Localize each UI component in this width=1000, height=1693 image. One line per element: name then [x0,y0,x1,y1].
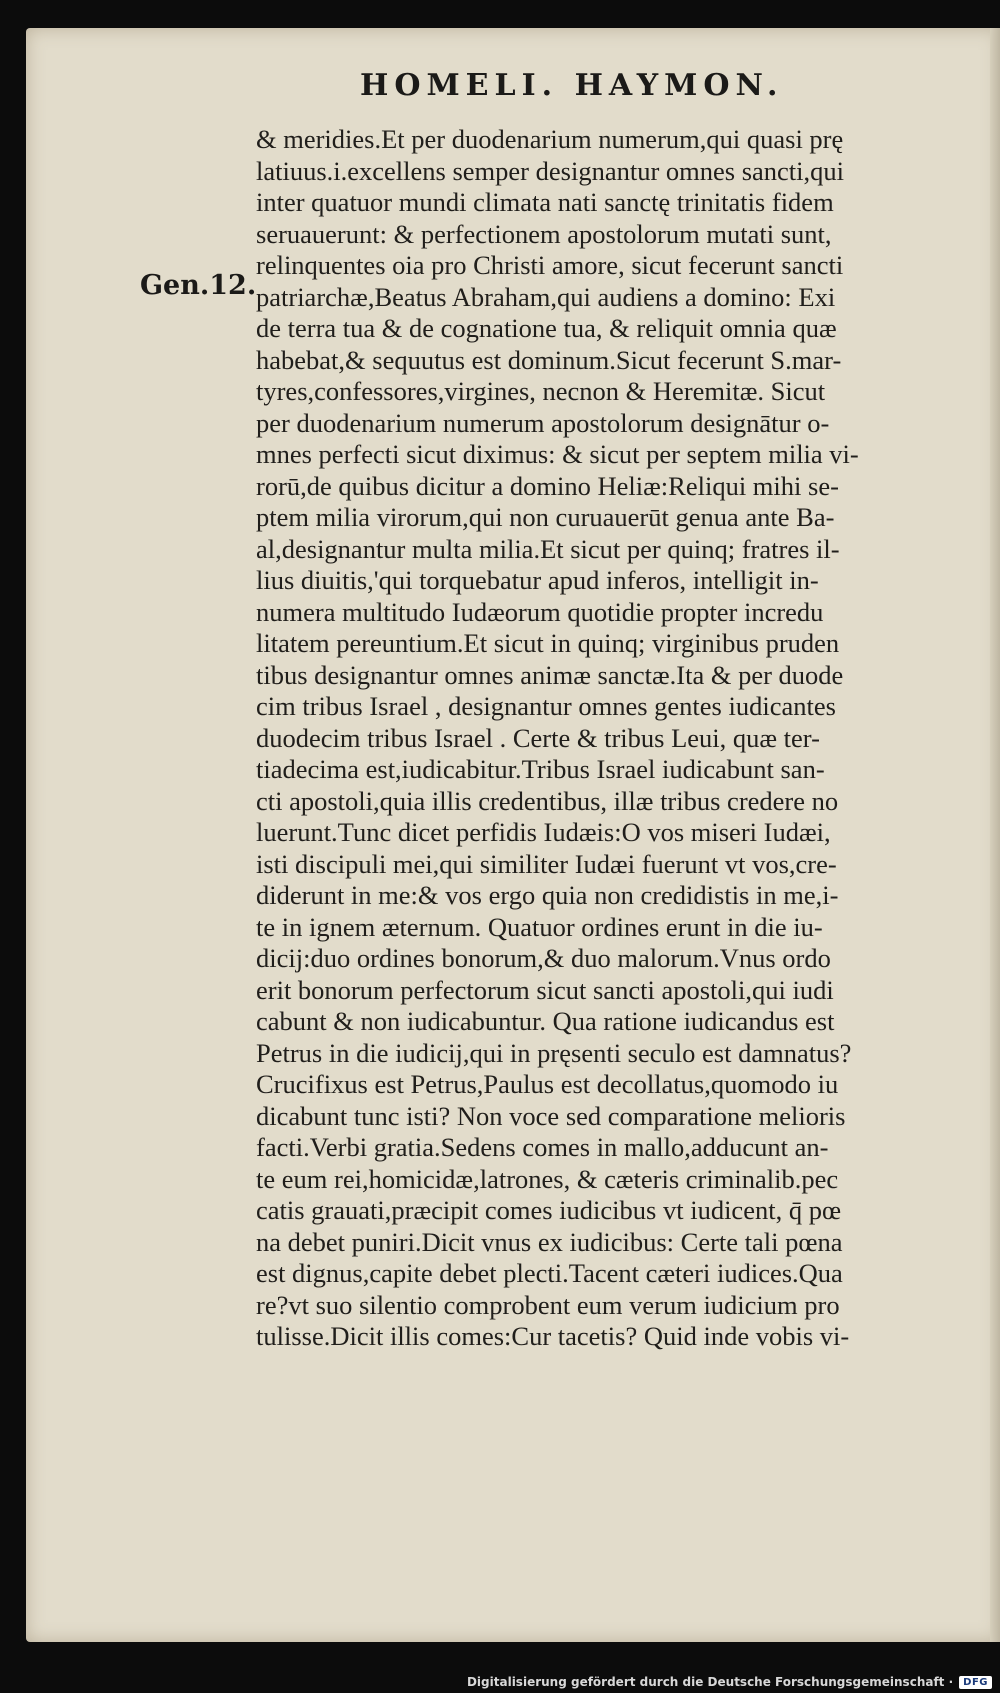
text-line: inter quatuor mundi climata nati sanctę trinitatis fidem [256,187,834,217]
text-line: isti discipuli mei,qui similiter Iudæi fuerunt vt vos,cre- [256,848,837,879]
page-edge [990,28,1000,1642]
running-head: HOMELI. HAYMON. [360,68,784,103]
text-line: tulisse.Dicit illis comes:Cur tacetis? Quid inde vobis vi- [256,1321,850,1351]
text-line: relinquentes oia pro Christi amore, sicut fecerunt sancti [256,250,844,280]
text-line: erit bonorum perfectorum sicut sancti apostoli,qui iudi [256,974,834,1005]
text-line: na debet puniri.Dicit vnus ex iudicibus: Certe tali pœna [256,1226,843,1257]
text-line: cim tribus Israel , designantur omnes gentes iudicantes [256,691,836,721]
text-line: numera multitudo Iudæorum quotidie propter incredu [256,596,824,627]
text-line: re?vt suo silentio comprobent eum verum iudicium pro [256,1289,840,1320]
text-line: est dignus,capite debet plecti.Tacent cæteri iudices.Qua [256,1258,843,1288]
text-line: Petrus in die iudicij,qui in pręsenti seculo est damnatus? [256,1037,852,1068]
text-line: cti apostoli,quia illis credentibus, illæ tribus credere no [256,785,839,816]
text-line: tibus designantur omnes animæ sanctæ.Ita & per duode [256,659,844,690]
text-line: luerunt.Tunc dicet perfidis Iudæis:O vos miseri Iudæi, [256,817,831,847]
text-line: facti.Verbi gratia.Sedens comes in mallo,adducunt an- [256,1132,829,1162]
text-line: seruauerunt: & perfectionem apostolorum mutati sunt, [256,218,832,249]
text-line: te in ignem æternum. Quatuor ordines erunt in die iu- [256,911,823,942]
text-line: ptem milia virorum,qui non curuauerūt genua ante Ba- [256,502,835,532]
text-line: catis grauati,præcipit comes iudicibus vt iudicent, q̄ pœ [256,1195,842,1225]
text-line: mnes perfecti sicut diximus: & sicut per septem milia vi- [256,439,859,469]
text-line: Crucifixus est Petrus,Paulus est decollatus,quomodo iu [256,1069,839,1099]
credit-text: Digitalisierung gefördert durch die Deutsche Forschungsgemeinschaft · [466,1675,954,1689]
text-line: duodecim tribus Israel . Certe & tribus Leui, quæ ter- [256,722,820,753]
text-line: habebat,& sequutus est dominum.Sicut fecerunt S.mar- [256,344,842,375]
text-line: tyres,confessores,virgines, necnon & Heremitæ. Sicut [256,376,826,406]
dfg-logo: DFG [959,1676,992,1689]
text-line: & meridies.Et per duodenarium numerum,qui quasi prę [256,124,844,154]
text-line: diderunt in me:& vos ergo quia non credidistis in me,i- [256,880,839,910]
text-line: te eum rei,homicidæ,latrones, & cæteris criminalib.pec [256,1163,839,1194]
digitization-credit [467,1675,992,1689]
text-line: dicabunt tunc isti? Non voce sed comparatione melioris [256,1100,846,1131]
margin-note: Gen.12. [140,270,257,301]
text-line: cabunt & non iudicabuntur. Qua ratione iudicandus est [256,1006,835,1036]
text-line: patriarchæ,Beatus Abraham,qui audiens a domino: Exi [256,281,836,312]
text-line: rorū,de quibus dicitur a domino Heliæ:Reliqui mihi se- [256,470,839,501]
text-line: tiadecima est,iudicabitur.Tribus Israel iudicabunt san- [256,754,825,784]
text-line: al,designantur multa milia.Et sicut per quinq; fratres il- [256,533,840,564]
text-line: dicij:duo ordines bonorum,& duo malorum.Vnus ordo [256,943,831,973]
text-line: lius diuitis,'qui torquebatur apud inferos, intelligit in- [256,565,819,595]
text-line: litatem pereuntium.Et sicut in quinq; virginibus pruden [256,628,840,658]
text-line: latiuus.i.excellens semper designantur omnes sancti,qui [256,155,845,186]
text-line: per duodenarium numerum apostolorum designātur o- [256,407,830,438]
text-line: de terra tua & de cognatione tua, & reliquit omnia quæ [256,313,837,343]
body-text [256,124,956,1353]
